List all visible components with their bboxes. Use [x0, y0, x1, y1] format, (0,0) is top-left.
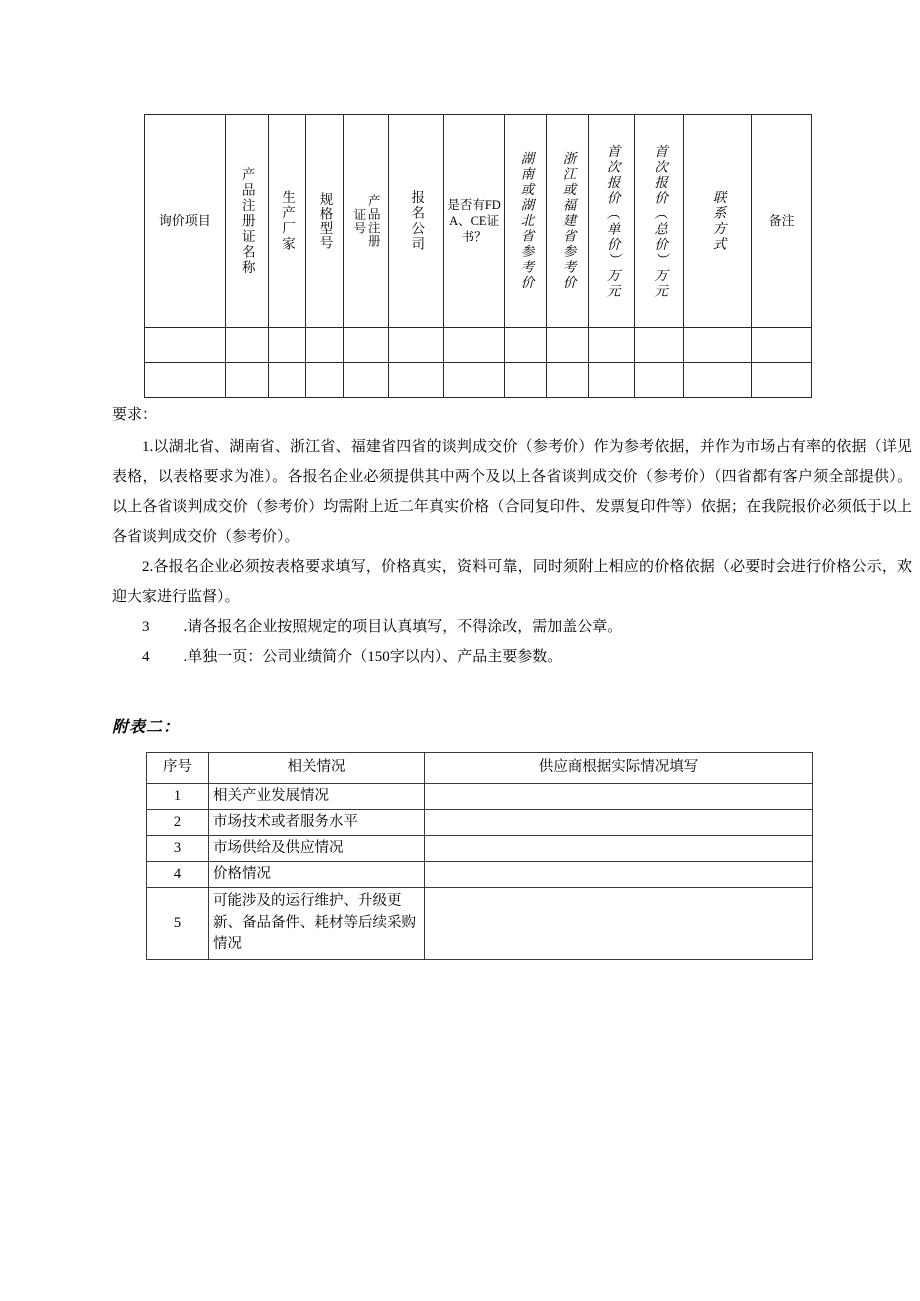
cell-product-reg-no[interactable] — [343, 363, 388, 398]
header-cell-index: 序号 — [147, 753, 209, 784]
supplier-table-row — [147, 836, 813, 862]
cell-hunan-hubei-ref[interactable] — [504, 363, 546, 398]
requirement-text-2: 各报名企业必须按表格要求填写，价格真实，资料可靠，同时须附上相应的价格依据（必要时会进行价格公示，欢迎大家进行监督）。 — [112, 559, 912, 605]
header-cell-supplier-fill: 供应商根据实际情况填写 — [425, 753, 813, 784]
supplier-situation-table-container — [146, 752, 812, 960]
cell-spec-model[interactable] — [306, 363, 344, 398]
cell-fda-ce-cert[interactable] — [444, 363, 505, 398]
cell-remarks[interactable] — [752, 328, 812, 363]
requirement-text-1: 以湖北省、湖南省、浙江省、福建省四省的谈判成交价（参考价）作为参考依据，并作为市场占有率的依据（详见表格，以表格要求为准）。各报名企业必须提供其中两个及以上各省谈判成交价（参考价）（四省都有客户须全部提供）。以上各省谈判成交价（参考价）均需附上近二年真实价格（合同复印件、发票复印件等）依据；在我院报价必须低于以上各省谈判成交价（参考价）。 — [112, 439, 912, 545]
header-label-hunan-hubei-ref: 湖南或湖北省参考价 — [518, 151, 534, 291]
supplier-table-row — [147, 810, 813, 836]
header-label-remarks: 备注 — [768, 212, 795, 228]
cell-product-reg-no[interactable] — [343, 328, 388, 363]
cell-zhejiang-fujian-ref[interactable] — [546, 328, 588, 363]
inquiry-table-container — [144, 114, 812, 398]
row-supplier-fill[interactable] — [425, 810, 813, 836]
row-situation: 相关产业发展情况 — [209, 784, 425, 810]
cell-first-quote-unit[interactable] — [588, 363, 634, 398]
requirement-separator-1: . — [149, 439, 154, 455]
row-supplier-fill[interactable] — [425, 862, 813, 888]
header-label-fda-ce-cert: 是否有FDA、CE证书？ — [447, 197, 501, 245]
row-supplier-fill[interactable] — [425, 784, 813, 810]
cell-contact-info[interactable] — [683, 328, 751, 363]
header-label-contact-info: 联系方式 — [710, 190, 726, 252]
supplier-table-row — [147, 888, 813, 960]
cell-zhejiang-fujian-ref[interactable] — [546, 363, 588, 398]
cell-spec-model[interactable] — [306, 328, 344, 363]
row-situation: 可能涉及的运行维护、升级更新、备品备件、耗材等后续采购情况 — [209, 888, 425, 960]
header-cell-first-quote-total — [635, 115, 684, 328]
requirements-label: 要求： — [112, 407, 158, 423]
header-label-manufacturer: 生产厂家 — [280, 190, 296, 252]
header-cell-hunan-hubei-ref — [504, 115, 546, 328]
cell-hunan-hubei-ref[interactable] — [504, 328, 546, 363]
cell-product-reg-name[interactable] — [225, 328, 268, 363]
header-cell-contact-info — [683, 115, 751, 328]
cell-contact-info[interactable] — [683, 363, 751, 398]
row-index: 5 — [147, 888, 209, 960]
row-index: 3 — [147, 836, 209, 862]
requirement-number-2: 2 — [142, 559, 150, 575]
row-index: 4 — [147, 862, 209, 888]
requirement-item-4 — [112, 642, 912, 672]
row-supplier-fill[interactable] — [425, 888, 813, 960]
header-cell-first-quote-unit — [588, 115, 634, 328]
requirement-separator-2: . — [149, 559, 154, 575]
header-cell-situation: 相关情况 — [209, 753, 425, 784]
cell-first-quote-total[interactable] — [635, 328, 684, 363]
header-label-applicant-company: 报名公司 — [409, 190, 425, 252]
header-label-product-reg-name: 产品注册证名称 — [239, 166, 255, 276]
header-label-product-reg-no: 产品注册证号 — [351, 194, 381, 248]
header-cell-remarks — [752, 115, 812, 328]
row-situation: 价格情况 — [209, 862, 425, 888]
header-label-spec-model: 规格型号 — [317, 192, 333, 250]
attachment2-label: 附表二： — [112, 719, 181, 736]
cell-fda-ce-cert[interactable] — [444, 328, 505, 363]
header-cell-spec-model — [306, 115, 344, 328]
header-cell-manufacturer — [268, 115, 306, 328]
header-cell-product-reg-no — [343, 115, 388, 328]
supplier-situation-table — [146, 752, 813, 960]
supplier-table-row — [147, 784, 813, 810]
requirements-list — [112, 432, 912, 672]
row-index: 2 — [147, 810, 209, 836]
inquiry-table-row[interactable] — [145, 363, 812, 398]
cell-inquiry-item[interactable] — [145, 328, 226, 363]
cell-inquiry-item[interactable] — [145, 363, 226, 398]
header-cell-applicant-company — [389, 115, 444, 328]
row-situation: 市场技术或者服务水平 — [209, 810, 425, 836]
cell-first-quote-unit[interactable] — [588, 328, 634, 363]
header-cell-zhejiang-fujian-ref — [546, 115, 588, 328]
requirement-number-4: 4 — [142, 649, 150, 665]
requirement-text-4: 单独一页：公司业绩简介（150字以内）、产品主要参数。 — [187, 649, 563, 665]
cell-applicant-company[interactable] — [389, 363, 444, 398]
row-supplier-fill[interactable] — [425, 836, 813, 862]
row-situation: 市场供给及供应情况 — [209, 836, 425, 862]
cell-manufacturer[interactable] — [268, 328, 306, 363]
header-label-first-quote-total: 首次报价（总价）万元 — [652, 143, 668, 299]
cell-remarks[interactable] — [752, 363, 812, 398]
header-label-inquiry-item: 询价项目 — [158, 212, 211, 228]
requirement-number-3: 3 — [142, 619, 150, 635]
requirement-text-3: 请各报名企业按照规定的项目认真填写，不得涂改，需加盖公章。 — [187, 619, 623, 635]
inquiry-table — [144, 114, 812, 398]
cell-first-quote-total[interactable] — [635, 363, 684, 398]
requirement-item-3 — [112, 612, 912, 642]
supplier-table-header-row — [147, 753, 813, 784]
requirement-separator-4: . — [183, 649, 188, 665]
requirement-number-1: 1 — [142, 439, 150, 455]
header-label-zhejiang-fujian-ref: 浙江或福建省参考价 — [560, 151, 576, 291]
header-cell-product-reg-name — [225, 115, 268, 328]
header-label-first-quote-unit: 首次报价（单价）万元 — [604, 143, 620, 299]
header-cell-fda-ce-cert — [444, 115, 505, 328]
inquiry-table-header-row — [145, 115, 812, 328]
cell-applicant-company[interactable] — [389, 328, 444, 363]
requirement-item-1 — [112, 432, 912, 552]
requirement-separator-3: . — [183, 619, 188, 635]
cell-product-reg-name[interactable] — [225, 363, 268, 398]
cell-manufacturer[interactable] — [268, 363, 306, 398]
header-cell-inquiry-item — [145, 115, 226, 328]
inquiry-table-row[interactable] — [145, 328, 812, 363]
supplier-table-row — [147, 862, 813, 888]
row-index: 1 — [147, 784, 209, 810]
requirement-item-2 — [112, 552, 912, 612]
